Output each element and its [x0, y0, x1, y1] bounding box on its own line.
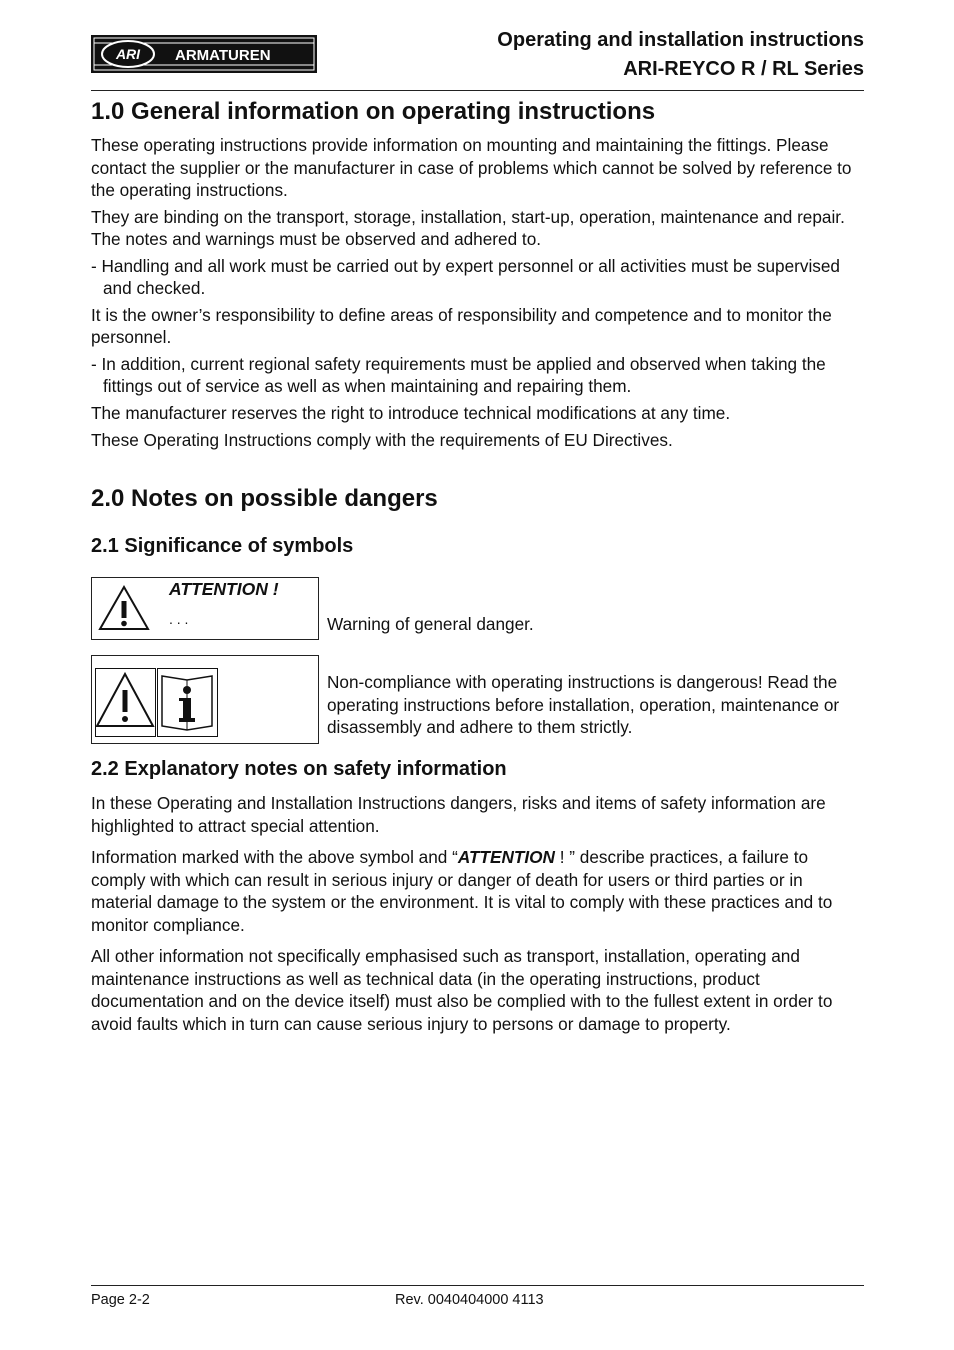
paragraph: The manufacturer reserves the right to introduce technical modifications at any time. [91, 402, 731, 423]
subsection-2-1-heading: 2.1 Significance of symbols [91, 535, 354, 557]
header-divider [91, 90, 864, 91]
subsection-2-2-heading: 2.2 Explanatory notes on safety information [91, 758, 507, 780]
paragraph: These Operating Instructions comply with the requirements of EU Directives. [91, 430, 673, 450]
ari-armaturen-logo [91, 35, 317, 73]
section-2-heading: 2.0 Notes on possible dangers [91, 485, 438, 512]
section-1-heading: 1.0 General information on operating instructions [91, 98, 656, 125]
symbol-1-description: Warning of general danger. [327, 614, 534, 634]
document-title [497, 26, 864, 84]
page-number: Page 2-2 [91, 1292, 150, 1308]
attention-ellipsis: . . . [169, 611, 189, 627]
list-item: - Handling and all work must be carried out by expert personnel or all activities must be supervised and checked. [91, 255, 840, 298]
warning-triangle-icon [97, 584, 151, 632]
paragraph: All other information not specifically emphasised such as transport, installation, operating and maintenance instructions as well as technical data (in the operating instructions, product documentation and on the device itself) must also be complied with to the fullest extent in order to avoid faults which in turn can cause serious injury to persons or damage to property. [91, 946, 833, 1034]
paragraph [91, 846, 864, 936]
text-run: Information marked with the above symbol and “ [91, 847, 458, 867]
list-item: - In addition, current regional safety requirements must be applied and observed when taking the fittings out of service as well as when maintaining and repairing them. [91, 353, 826, 396]
paragraph: They are binding on the transport, storage, installation, start-up, operation, maintenance and repair. [91, 206, 845, 227]
footer-divider [91, 1285, 864, 1286]
paragraph: The notes and warnings must be observed and adhered to. [91, 229, 542, 249]
paragraph: It is the owner’s responsibility to define areas of responsibility and competence and to monitor the personnel. [91, 304, 832, 347]
symbol-2-description: Non-compliance with operating instructions is dangerous! Read the operating instructions before installation, operation, maintenance or disassembly and adhere to them strictly. [327, 672, 840, 737]
paragraph: In these Operating and Installation Instructions dangers, risks and items of safety information are highlighted to attract special attention. [91, 793, 826, 836]
attention-symbol-box [91, 577, 319, 640]
section-1-body [91, 134, 864, 452]
attention-label: ATTENTION ! [169, 579, 279, 599]
attention-emphasis: ATTENTION [457, 847, 555, 867]
title-line-1: Operating and installation instructions [497, 29, 864, 51]
logo-text: ARMATUREN [175, 47, 271, 64]
text-run: ! ” describe practices, a failure to comply with which can result in serious injury or danger of death for users or third parties or in material damage to the system or the environment. It is vital to comply with these practices and to monitor compliance. [91, 847, 833, 935]
title-line-2: ARI-REYCO R / RL Series [623, 58, 864, 80]
instructions-symbol-box [91, 655, 319, 744]
warning-and-manual-icon [95, 668, 219, 738]
paragraph: These operating instructions provide information on mounting and maintaining the fittings. Please contact the supplier or the manufacturer in case of problems which cannot be solved by reference to the operating instructions. [91, 135, 852, 200]
page-header [91, 26, 864, 90]
revision-number: Rev. 0040404000 4113 [395, 1292, 544, 1308]
logo-badge: ARI [115, 46, 141, 62]
section-2-2-body [91, 792, 864, 1035]
